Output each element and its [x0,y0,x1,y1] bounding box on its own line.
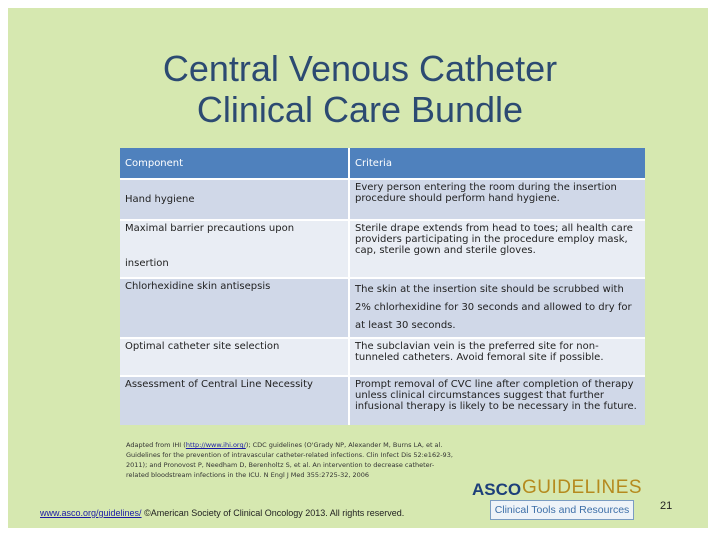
logo-brand: ASCO [472,480,522,499]
logo-tagline: Clinical Tools and Resources [490,500,634,520]
header-component: Component [120,148,349,179]
component-cell: Chlorhexidine skin antisepsis [120,278,349,338]
table-row [120,179,645,220]
table-row [120,338,645,376]
footer [40,508,404,518]
ihi-link[interactable]: http://www.ihi.org/ [185,441,246,449]
title-line-1: Central Venous Catheter [162,48,558,89]
slide-title [100,48,620,130]
component-text-cont: insertion [125,258,169,269]
criteria-cell: The skin at the insertion site should be scrubbed with 2% chlorhexidine for 30 seconds and allowed to dry for at least 30 seconds. [349,278,645,338]
slide-edge [708,0,720,540]
component-cell: Hand hygiene [120,179,349,220]
copyright-text: ©American Society of Clinical Oncology 2013. All rights reserved. [141,508,405,518]
title-line-2: Clinical Care Bundle [196,89,524,130]
care-bundle-table [120,148,645,425]
references-text: ); CDC guidelines (O'Grady NP, Alexander M, Burns LA, et al. Guidelines for the prevention of intravascular catheter-related infections. Clin Infect Dis 52:e162-93, 2011); and Pronovost P, Needham D, Berenholtz S, et al. An intervention to decrease catheter-related bloodstream infections in the ICU. N Engl J Med 355:2725-32, 2006 [126,441,453,479]
criteria-cell: Sterile drape extends from head to toes; all health care providers participating in the procedure employ mask, cap, sterile gown and sterile gloves. [349,220,645,278]
table-row [120,220,645,278]
table-row [120,376,645,425]
criteria-cell: Every person entering the room during the insertion procedure should perform hand hygiene. [349,179,645,220]
asco-guidelines-logo [470,470,643,522]
criteria-cell: The subclavian vein is the preferred site for non-tunneled catheters. Avoid femoral site if possible. [349,338,645,376]
table-row [120,278,645,338]
table-header-row [120,148,645,179]
logo-name: GUIDELINES [522,477,643,498]
component-cell: Optimal catheter site selection [120,338,349,376]
references-note [126,440,456,480]
asco-guidelines-link[interactable]: www.asco.org/guidelines/ [40,508,142,518]
references-prefix: Adapted from IHI ( [126,441,186,449]
component-cell: Assessment of Central Line Necessity [120,376,349,425]
component-text: Maximal barrier precautions upon [125,223,295,234]
header-criteria: Criteria [349,148,645,179]
component-cell [120,220,349,278]
cell-spacer [125,234,343,258]
criteria-cell: Prompt removal of CVC line after completion of therapy unless clinical circumstances suggest that further infusional therapy is likely to be necessary in the future. [349,376,645,425]
page-number: 21 [660,500,673,512]
